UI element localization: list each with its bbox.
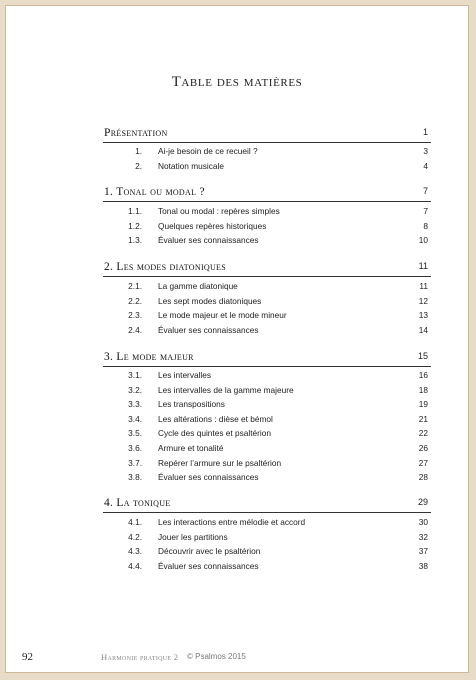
entry-number: 3.8. [128, 472, 142, 483]
entry-title: Les sept modes diatoniques [158, 295, 262, 306]
entry-title: Armure et tonalité [158, 443, 224, 453]
toc-entry [6, 235, 468, 251]
section-page-number: 7 [422, 186, 428, 196]
entry-number: 2.1. [128, 281, 142, 291]
entry-page-number: 7 [423, 206, 428, 216]
entry-number: 4.4. [128, 560, 142, 571]
toc-entry [6, 399, 468, 415]
toc-entry [6, 296, 468, 312]
entry-page-number: 32 [418, 531, 428, 542]
entry-page-number: 18 [418, 384, 428, 395]
toc-entry [6, 385, 468, 401]
section-divider [103, 276, 431, 277]
page-number: 92 [22, 651, 33, 663]
entry-page-number: 22 [418, 428, 428, 439]
entry-page-number: 10 [418, 235, 428, 246]
entry-page-number: 30 [418, 517, 428, 527]
entry-title: Repérer l’armure sur le psaltérion [158, 457, 282, 468]
entry-page-number: 27 [418, 457, 428, 468]
entry-number: 1.1. [128, 206, 142, 216]
toc-section [6, 351, 468, 367]
entry-page-number: 3 [423, 146, 428, 156]
entry-page-number: 4 [423, 160, 428, 171]
entry-title: Les altérations : dièse et bémol [158, 413, 273, 424]
entry-number: 1.3. [128, 235, 142, 246]
entry-title: Évaluer ses connaissances [158, 472, 259, 483]
toc-entry [6, 532, 468, 548]
section-divider [103, 512, 431, 513]
running-title: Harmonie pratique 2 [101, 652, 179, 662]
copyright-notice: © Psalmos 2015 [187, 652, 246, 661]
entry-title: Tonal ou modal : repères simples [158, 206, 280, 216]
toc-section [6, 497, 468, 513]
toc-entry [6, 443, 468, 459]
entry-title: Les transpositions [158, 399, 225, 410]
entry-title: Cycle des quintes et psaltérion [158, 428, 271, 439]
entry-number: 1. [135, 146, 142, 156]
section-title: Présentation [104, 127, 168, 139]
entry-title: Évaluer ses connaissances [158, 324, 259, 335]
document-page [5, 5, 469, 673]
toc-section [6, 261, 468, 277]
entry-title: Le mode majeur et le mode mineur [158, 310, 287, 321]
entry-number: 3.1. [128, 370, 142, 380]
page-title: Table des matières [171, 74, 303, 90]
entry-page-number: 19 [418, 399, 428, 410]
entry-title: Les intervalles [158, 370, 212, 380]
section-divider [103, 142, 431, 143]
toc-entry [6, 458, 468, 474]
entry-page-number: 37 [418, 546, 428, 557]
entry-number: 3.3. [128, 399, 142, 410]
entry-title: Jouer les partitions [158, 531, 228, 542]
toc-entry [6, 146, 468, 162]
entry-number: 3.7. [128, 457, 142, 468]
section-page-number: 1 [422, 127, 428, 137]
entry-page-number: 38 [418, 560, 428, 571]
section-title: 1. Tonal ou modal ? [104, 186, 205, 198]
toc-section [6, 127, 468, 143]
toc-entry [6, 561, 468, 577]
entry-number: 3.6. [128, 443, 142, 453]
toc-entry [6, 161, 468, 177]
toc-entry [6, 221, 468, 237]
toc-entry [6, 281, 468, 297]
toc-entry [6, 546, 468, 562]
entry-number: 4.1. [128, 517, 142, 527]
entry-number: 2. [135, 160, 142, 171]
entry-number: 2.4. [128, 324, 142, 335]
entry-number: 1.2. [128, 220, 142, 231]
entry-page-number: 12 [418, 295, 428, 306]
toc-entry [6, 310, 468, 326]
entry-number: 3.2. [128, 384, 142, 395]
section-page-number: 15 [417, 351, 428, 361]
section-divider [103, 201, 431, 202]
entry-title: Évaluer ses connaissances [158, 560, 259, 571]
section-page-number: 29 [417, 497, 428, 507]
toc-section [6, 186, 468, 202]
toc-entry [6, 428, 468, 444]
section-page-number: 11 [418, 261, 428, 271]
entry-number: 2.3. [128, 310, 142, 321]
entry-title: Ai-je besoin de ce recueil ? [158, 146, 258, 156]
section-divider [103, 366, 431, 367]
page-footer [6, 651, 468, 667]
toc-entry [6, 517, 468, 533]
entry-page-number: 11 [419, 281, 428, 291]
toc-entry [6, 472, 468, 488]
entry-title: Évaluer ses connaissances [158, 235, 259, 246]
entry-title: Notation musicale [158, 160, 224, 171]
entry-number: 3.4. [128, 413, 142, 424]
entry-page-number: 28 [418, 472, 428, 483]
toc-entry [6, 206, 468, 222]
toc-entry [6, 325, 468, 341]
toc-entry [6, 414, 468, 430]
entry-title: Quelques repères historiques [158, 220, 267, 231]
entry-number: 4.2. [128, 531, 142, 542]
entry-page-number: 14 [418, 324, 428, 335]
entry-page-number: 13 [418, 310, 428, 321]
section-title: 4. La tonique [104, 497, 171, 509]
entry-page-number: 8 [423, 220, 428, 231]
section-title: 2. Les modes diatoniques [104, 261, 226, 273]
entry-number: 3.5. [128, 428, 142, 439]
section-title: 3. Le mode majeur [104, 351, 194, 363]
entry-number: 2.2. [128, 295, 142, 306]
toc-entry [6, 370, 468, 386]
entry-title: Les interactions entre mélodie et accord [158, 517, 306, 527]
entry-title: Les intervalles de la gamme majeure [158, 384, 294, 395]
entry-title: La gamme diatonique [158, 281, 238, 291]
entry-number: 4.3. [128, 546, 142, 557]
entry-page-number: 26 [418, 443, 428, 453]
entry-title: Découvrir avec le psaltérion [158, 546, 261, 557]
entry-page-number: 16 [418, 370, 428, 380]
entry-page-number: 21 [418, 413, 428, 424]
